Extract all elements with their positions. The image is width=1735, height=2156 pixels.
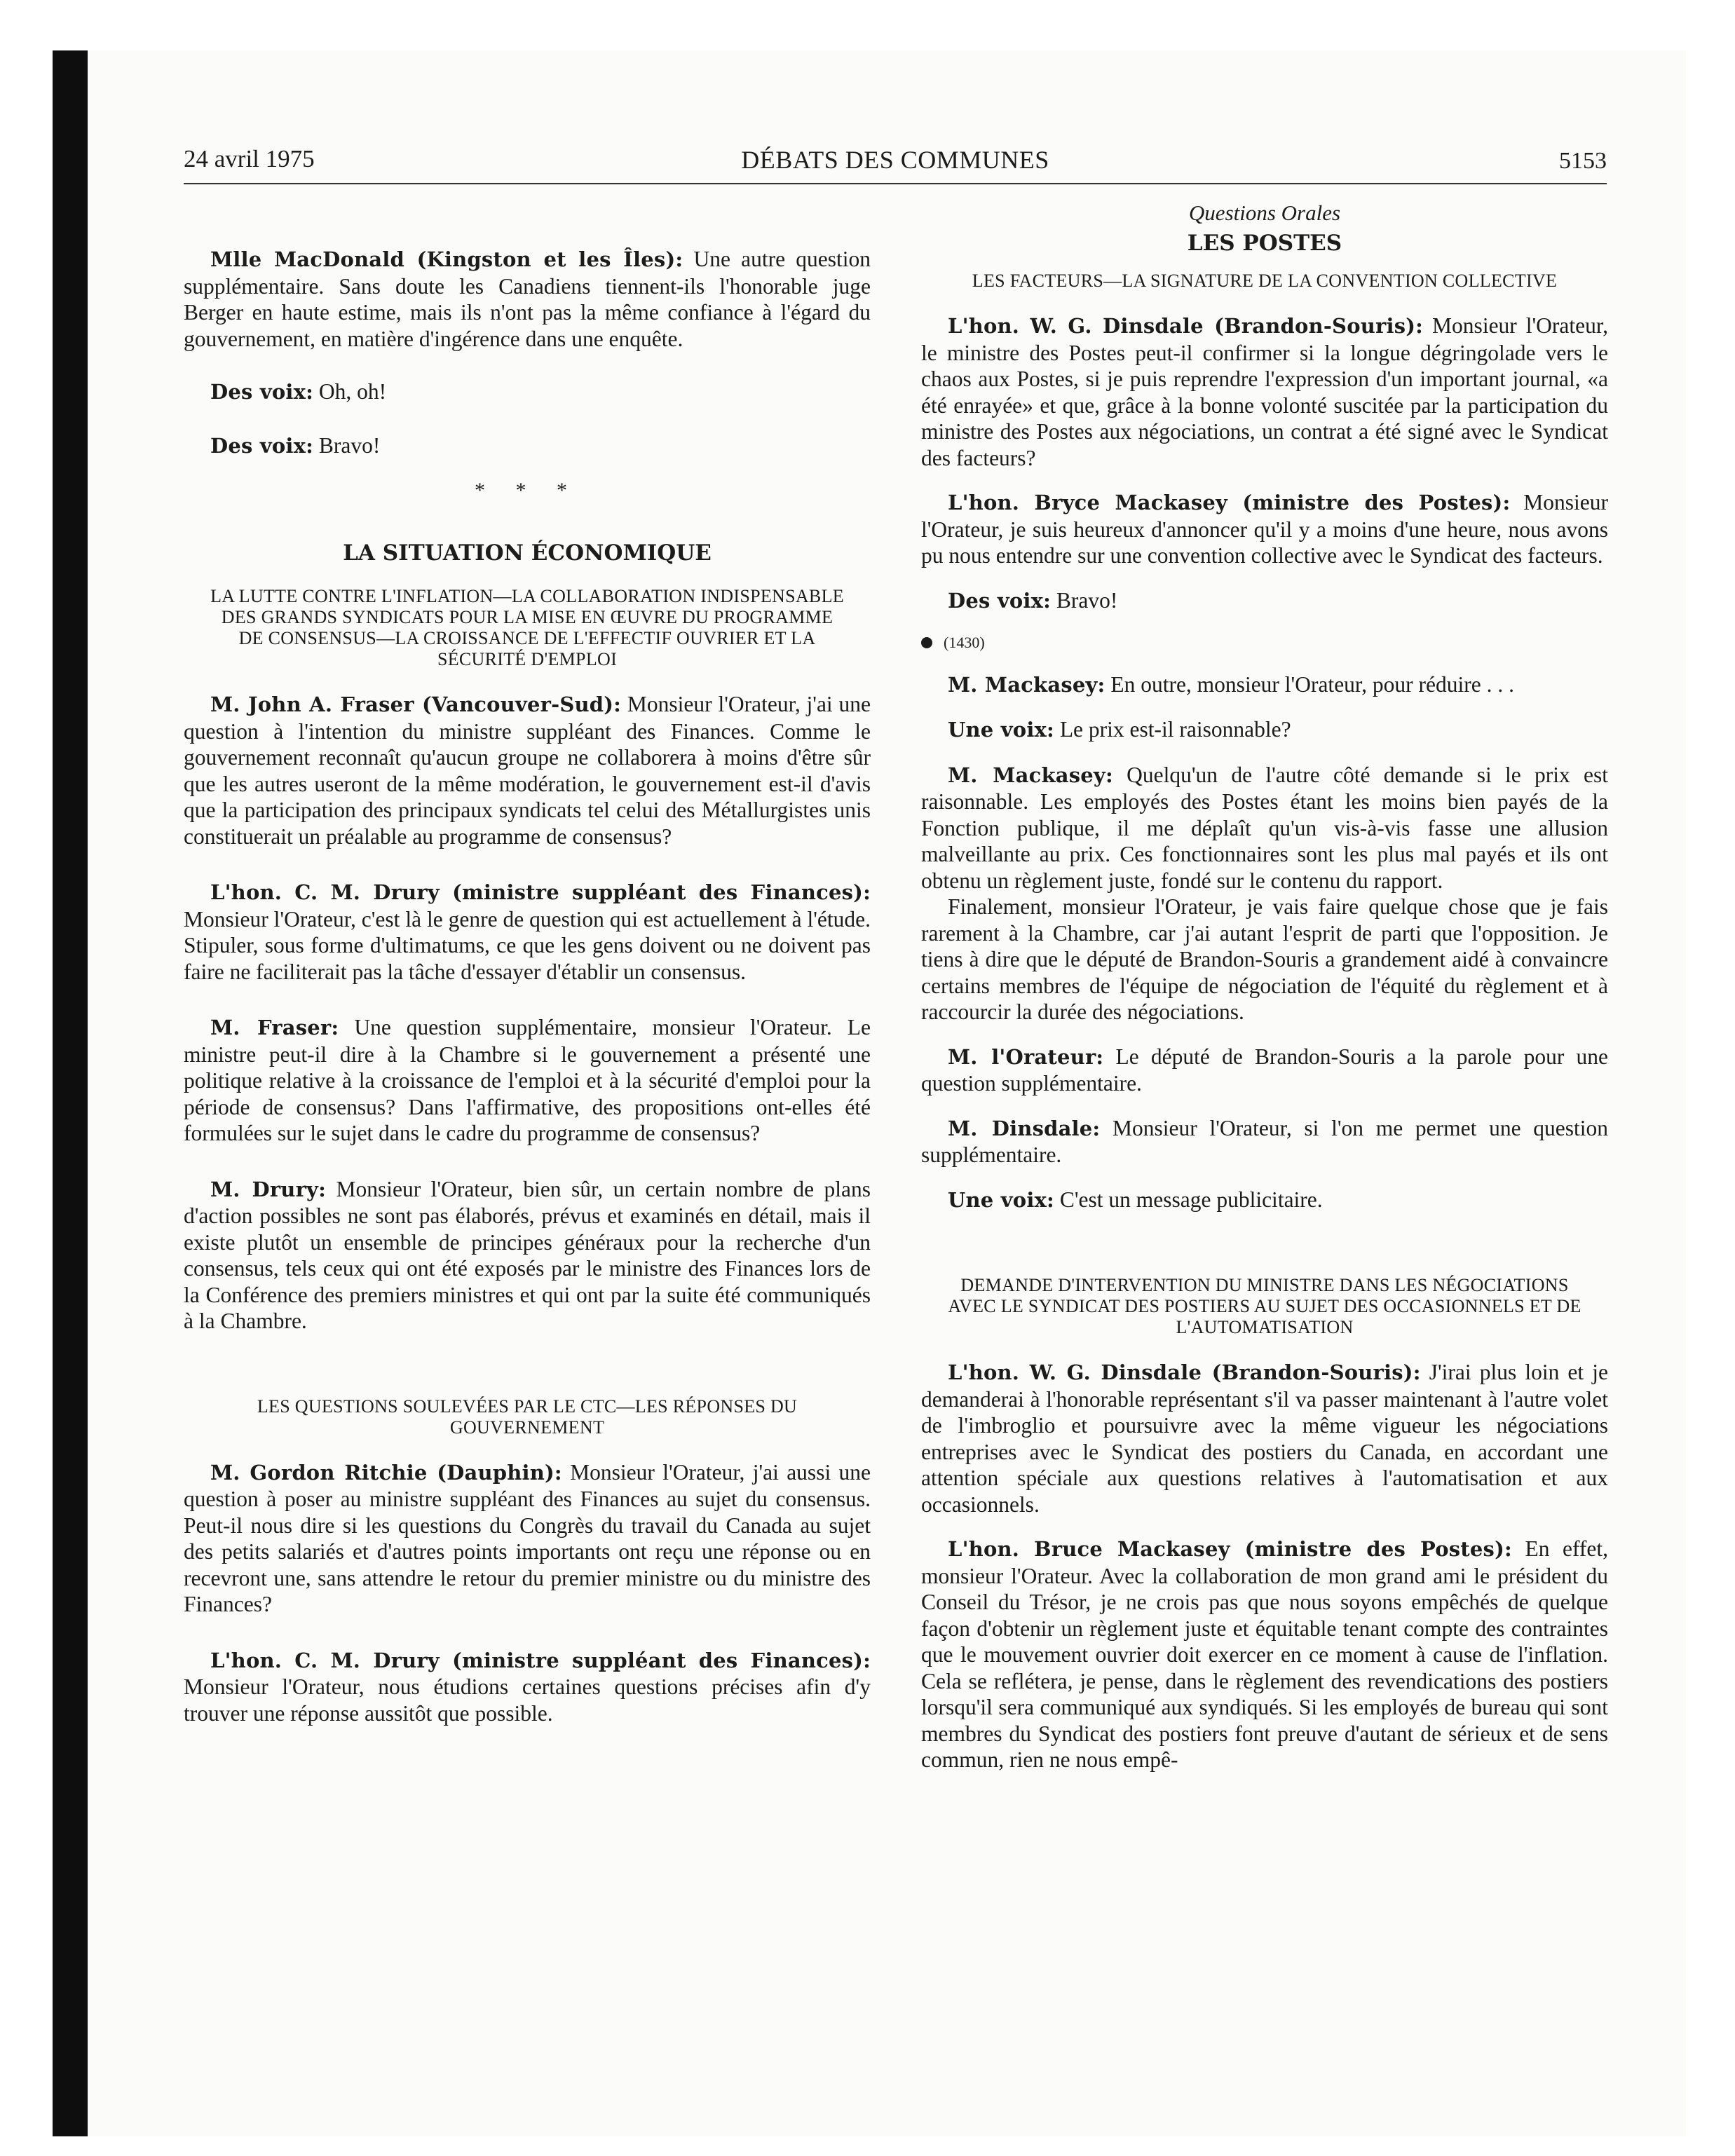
speech-paragraph (921, 1115, 1608, 1168)
speech-text: Le prix est-il raisonnable? (1054, 717, 1291, 742)
speaker-name: L'hon. W. G. Dinsdale (Brandon-Souris): (948, 314, 1424, 338)
speech-text: Monsieur l'Orateur, c'est là le genre de question qui est actuellement à l'étude. Stipuler, sous forme d'ultimatums, ce que les gens doivent ou ne doivent pas faire ne faciliterait pas la tâche d'essayer d'établir un consensus. (184, 906, 871, 984)
speech-text: Bravo! (313, 432, 381, 458)
speech-text: Monsieur l'Orateur, je suis heureux d'annoncer qu'il y a moins d'une heure, nous avons pu nous entendre sur une convention collective avec le Syndicat des facteurs. (921, 490, 1609, 568)
speaker-name: Des voix: (210, 380, 314, 404)
speech-paragraph (921, 313, 1608, 471)
speaker-name: M. John A. Fraser (Vancouver-Sud): (210, 692, 622, 716)
speech-paragraph (921, 716, 1608, 744)
speech-text: Le député de Brandon-Souris a la parole pour une question supplémentaire. (921, 1044, 1608, 1096)
speaker-name: Une voix: (948, 1187, 1054, 1212)
speech-text: Oh, oh! (313, 379, 387, 404)
speech-paragraph (184, 1014, 871, 1147)
bullet-dot-icon (921, 637, 932, 648)
time-marker-text: (1430) (944, 634, 985, 651)
speaker-name: M. Mackasey: (948, 672, 1105, 697)
header-date: 24 avril 1975 (184, 145, 315, 172)
speech-paragraph (921, 762, 1608, 894)
speech-text: Bravo! (1051, 587, 1118, 613)
speech-paragraph (921, 671, 1608, 699)
speech-paragraph (184, 879, 871, 985)
speaker-name: Une voix: (948, 718, 1054, 742)
speaker-name: L'hon. C. M. Drury (ministre suppléant des Finances): (210, 880, 871, 904)
speech-paragraph: Finalement, monsieur l'Orateur, je vais faire quelque chose que je fais rarement à la Chambre, car j'ai autant l'esprit de parti que l'opposition. Je tiens à dire que le député de Brandon-Souris a grandement aidé à convaincre certains membres de l'équipe de négociation de l'équité du règlement et à raccourcir la durée des négociations. (921, 894, 1608, 1024)
section-title: LES POSTES (1187, 230, 1342, 256)
speaker-name: L'hon. Bruce Mackasey (ministre des Postes): (948, 1537, 1512, 1561)
right-column (921, 200, 1608, 1792)
speech-paragraph (184, 432, 871, 460)
speech-paragraph (921, 1187, 1608, 1214)
scan-binding-edge (53, 50, 88, 2136)
speech-paragraph (921, 1536, 1608, 1773)
sub-heading: LA LUTTE CONTRE L'INFLATION—LA COLLABORATION INDISPENSABLE DES GRANDS SYNDICATS POUR LA MISE EN ŒUVRE DU PROGRAMME DE CONSENSUS—LA CROISSANCE DE L'EFFECTIF OUVRIER ET LA SÉCURITÉ D'EMPLOI (210, 586, 844, 669)
speech-text: Monsieur l'Orateur, bien sûr, un certain nombre de plans d'action possibles ne sont pas élaborés, prévus et examinés en détail, mais il existe plutôt un ensemble de principes généraux pour la recherche d'un consensus, tels ceux qui ont été exposés par le ministre des Finances lors de la Conférence des premiers ministres et qui ont par la suite été communiqués à la Chambre. (184, 1176, 871, 1333)
speech-paragraph (184, 691, 871, 850)
running-header (184, 144, 1607, 184)
speech-text: Monsieur l'Orateur, j'ai aussi une question à poser au ministre suppléant des Finances au sujet du consensus. Peut-il nous dire si les questions du Congrès du travail du Canada au sujet des petits salariés et d'autres points importants ont reçu une réponse ou en recevront une, sans attendre le retour du premier ministre ou du ministre des Finances? (184, 1459, 871, 1616)
speech-text: C'est un message publicitaire. (1054, 1187, 1323, 1212)
speech-paragraph (184, 1176, 871, 1335)
speech-paragraph (184, 246, 871, 352)
speech-paragraph (921, 1044, 1608, 1097)
speech-text: Monsieur l'Orateur, nous étudions certaines questions précises afin d'y trouver une réponse aussitôt que possible. (184, 1674, 871, 1726)
speech-text: Quelqu'un de l'autre côté demande si le prix est raisonnable. Les employés des Postes étant les moins bien payés de la Fonction publique, il me déplaît qu'un vis-à-vis fasse une allusion malveillante au prix. Ces fonctionnaires sont les plus mal payés et ils ont obtenu un règlement juste, fondé sur le contenu du rapport. (921, 762, 1609, 893)
hansard-page (184, 144, 1607, 2008)
speech-paragraph (921, 587, 1608, 615)
speaker-name: M. Mackasey: (948, 763, 1113, 787)
speech-text: En effet, monsieur l'Orateur. Avec la collaboration de mon grand ami le président du Conseil du Trésor, je ne crois pas que nous soyons empêchés de quelque façon d'obtenir un règlement juste et équitable tenant compte des contraintes que le mouvement ouvrier doit exercer en ce moment à cause de l'inflation. Cela se reflétera, je pense, dans le règlement des revendications des postiers lorsqu'il sera communiqué aux syndiqués. Si les employés de bureau qui sont membres du Syndicat des postiers font preuve d'autant de sérieux et de sens commun, rien ne nous empê- (921, 1536, 1608, 1772)
speaker-name: L'hon. C. M. Drury (ministre suppléant des Finances): (210, 1648, 871, 1672)
sub-heading: LES QUESTIONS SOULEVÉES PAR LE CTC—LES RÉPONSES DU GOUVERNEMENT (257, 1396, 798, 1438)
sub-heading: LES FACTEURS—LA SIGNATURE DE LA CONVENTION COLLECTIVE (972, 271, 1558, 291)
speech-text: J'irai plus loin et je demanderai à l'honorable représentant s'il va passer maintenant à l'autre volet de l'imbroglio et poursuivre avec la même vigueur les négociations entreprises avec le Syndicat des postiers du Canada, en accordant une attention spéciale aux questions relatives à l'automatisation et aux occasionnels. (921, 1360, 1609, 1517)
section-title: LA SITUATION ÉCONOMIQUE (343, 540, 712, 566)
sub-heading: DEMANDE D'INTERVENTION DU MINISTRE DANS LES NÉGOCIATIONS AVEC LE SYNDICAT DES POSTIERS AU SUJET DES OCCASIONNELS ET DE L'AUTOMATISATION (948, 1275, 1581, 1337)
speech-text: Une autre question supplémentaire. Sans doute les Canadiens tiennent-ils l'honorable juge Berger en haute estime, mais ils n'ont pas la même confiance à l'égard du gouvernement, en matière d'ingérence dans une enquête. (184, 247, 871, 351)
speaker-name: M. Dinsdale: (948, 1116, 1101, 1140)
rubric-heading: Questions Orales (1188, 200, 1341, 225)
speech-paragraph (921, 1359, 1608, 1517)
speaker-name: Des voix: (210, 433, 314, 458)
left-column (184, 200, 871, 1745)
speech-text: En outre, monsieur l'Orateur, pour réduire . . . (1105, 671, 1514, 697)
speech-paragraph (921, 489, 1608, 569)
speaker-name: L'hon. W. G. Dinsdale (Brandon-Souris): (948, 1360, 1421, 1384)
speaker-name: M. Fraser: (210, 1016, 339, 1039)
speaker-name: M. Gordon Ritchie (Dauphin): (210, 1460, 562, 1485)
speech-paragraph (184, 378, 871, 406)
speech-text: Monsieur l'Orateur, si l'on me permet une question supplémentaire. (921, 1115, 1609, 1167)
speaker-name: L'hon. Bryce Mackasey (ministre des Postes): (948, 491, 1511, 514)
speech-paragraph (184, 1647, 871, 1727)
section-separator: * * * (475, 479, 580, 502)
header-page-number: 5153 (1559, 148, 1607, 174)
speech-text: Monsieur l'Orateur, j'ai une question à l'intention du ministre suppléant des Finances. Comme le gouvernement reconnaît qu'aucun groupe ne collaborera à moins d'être sûr que les autres useront de la même modération, le gouvernement est-il d'avis que la participation des principaux syndicats tel celui des Métallurgistes unis constituerait un préalable au programme de consensus? (184, 692, 871, 849)
speaker-name: M. Drury: (210, 1177, 327, 1201)
speech-paragraph (184, 1459, 871, 1618)
speaker-name: Des voix: (948, 588, 1052, 613)
speech-text: Une question supplémentaire, monsieur l'Orateur. Le ministre peut-il dire à la Chambre si le gouvernement a présenté une politique relative à la croissance de l'emploi et à la sécurité d'emploi pour la période de consensus? Dans l'affirmative, des propositions ont-elles été formulées sur le sujet dans le cadre du programme de consensus? (184, 1015, 871, 1145)
speech-text: Monsieur l'Orateur, le ministre des Postes peut-il confirmer si la longue dégringolade vers le chaos aux Postes, si je puis reprendre l'expression d'un important journal, «a été enrayée» et que, grâce à la bonne volonté suscitée par la participation du ministre des Postes aux négociations, un contrat a été signé avec le Syndicat des facteurs? (921, 313, 1608, 470)
speaker-name: M. l'Orateur: (948, 1044, 1104, 1069)
speaker-name: Mlle MacDonald (Kingston et les Îles): (210, 247, 683, 271)
time-marker (921, 629, 1608, 656)
header-publication-title: DÉBATS DES COMMUNES (741, 146, 1049, 174)
